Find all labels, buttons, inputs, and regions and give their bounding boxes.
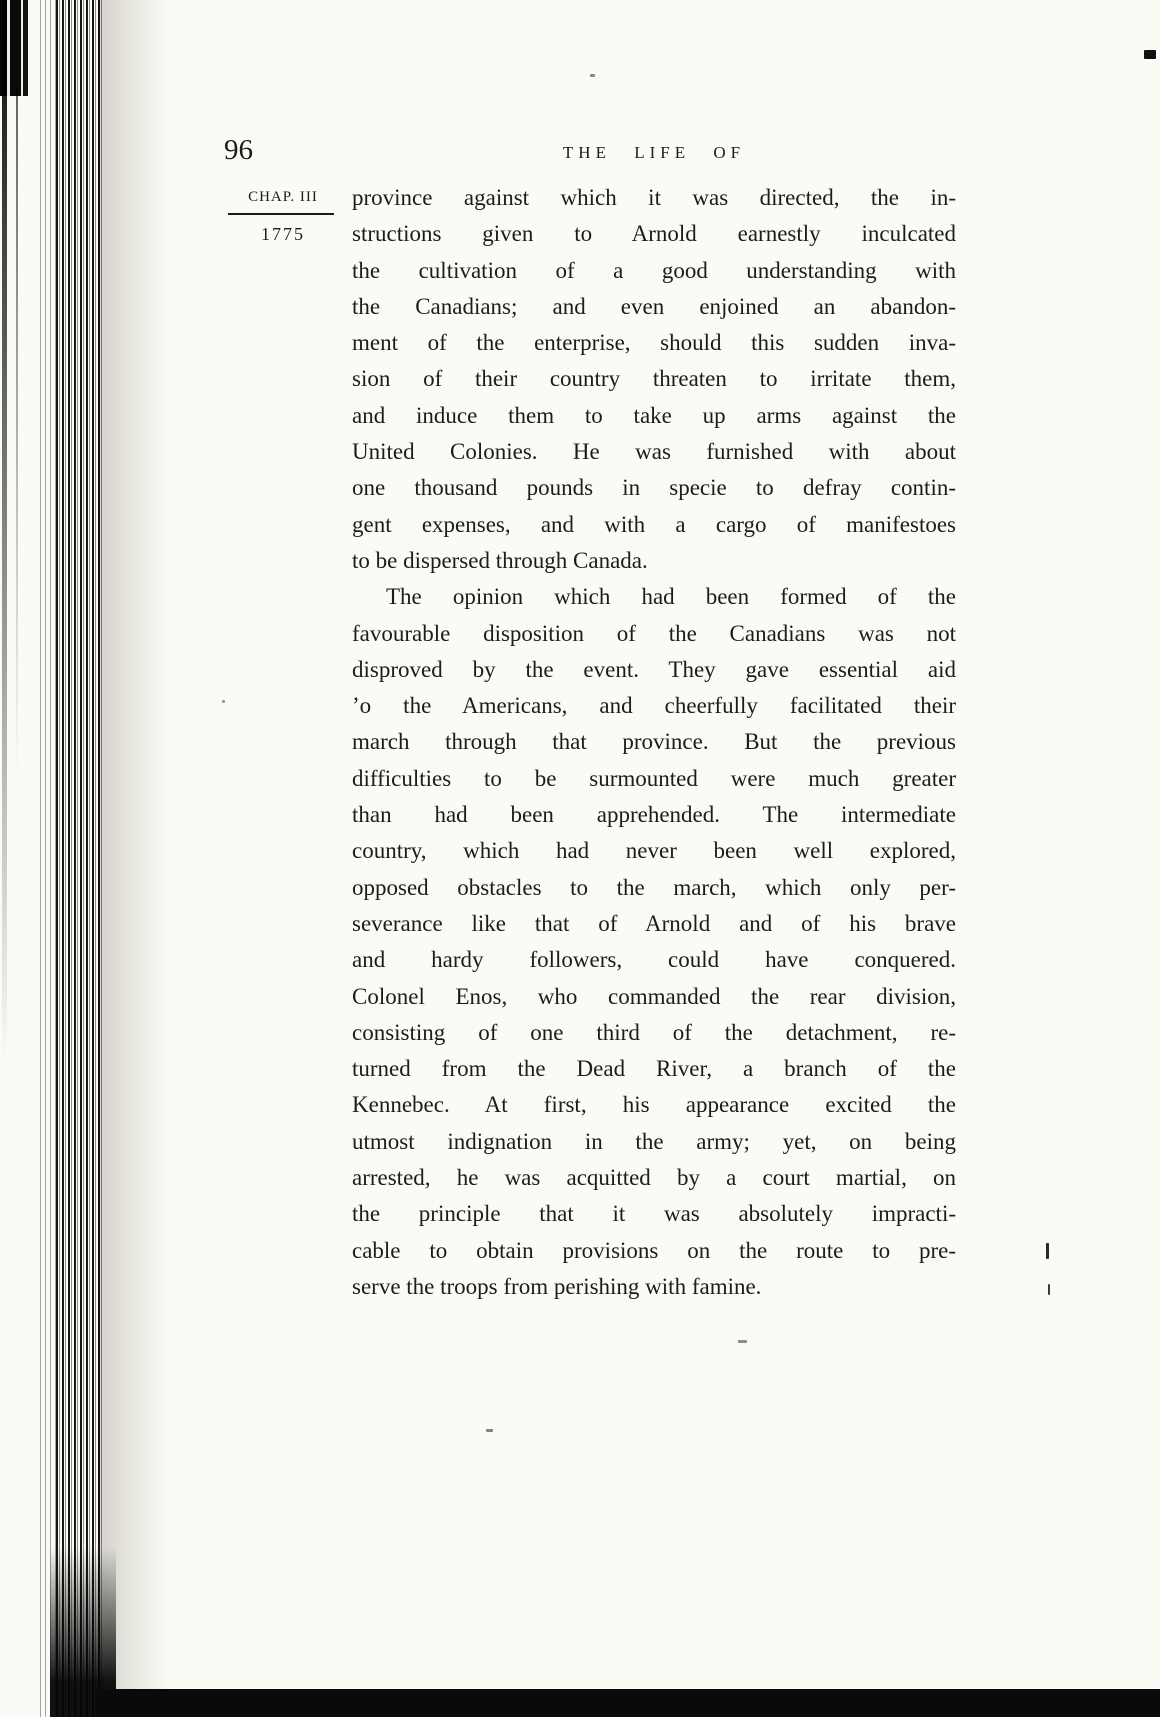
text-line: ’o the Americans, and cheerfully facilitated their: [352, 693, 956, 719]
text-line: and induce them to take up arms against the: [352, 402, 956, 428]
text-line: structions given to Arnold earnestly inculcated: [352, 221, 956, 247]
text-line: one thousand pounds in specie to defray contin-: [352, 475, 956, 501]
scan-speck: [222, 700, 225, 703]
scan-speck: [1048, 1284, 1050, 1295]
text-line: consisting of one third of the detachment, re-: [352, 1019, 956, 1045]
text-line: turned from the Dead River, a branch of the: [352, 1056, 956, 1082]
scan-speck: [590, 74, 595, 77]
margin-notes: [228, 189, 338, 245]
text-line: the Canadians; and even enjoined an abandon-: [352, 293, 956, 319]
text-line: opposed obstacles to the march, which only per-: [352, 874, 956, 900]
scan-artifact-thin-line: [2, 0, 7, 1065]
margin-year-label: 1775: [261, 224, 305, 244]
scan-artifact-bottom-bar: [96, 1689, 1160, 1717]
text-line: disproved by the event. They gave essential aid: [352, 656, 956, 682]
text-line: United Colonies. He was furnished with about: [352, 439, 956, 465]
text-line: Kennebec. At first, his appearance excited the: [352, 1092, 956, 1118]
text-line: than had been apprehended. The intermediate: [352, 802, 956, 828]
text-line: country, which had never been well explored,: [352, 838, 956, 864]
margin-chapter-label: CHAP. III: [248, 189, 318, 205]
text-line: march through that province. But the previous: [352, 729, 956, 755]
scan-artifact-thin-line-2: [16, 90, 18, 777]
text-line: severance like that of Arnold and of his brave: [352, 910, 956, 936]
margin-rule: [228, 213, 334, 215]
page-number: 96: [224, 134, 253, 166]
text-line: the principle that it was absolutely impracti-: [352, 1201, 956, 1227]
text-line: gent expenses, and with a cargo of manifestoes: [352, 511, 956, 537]
text-line: The opinion which had been formed of the: [386, 584, 956, 610]
scan-gutter-shadow: [98, 0, 168, 1717]
text-line: cable to obtain provisions on the route to pre-: [352, 1237, 956, 1263]
body-text: [352, 180, 956, 1305]
scan-speck: [738, 1340, 747, 1343]
scan-artifact-left-stripes-secondary: [40, 0, 58, 1717]
text-line: and hardy followers, could have conquered.: [352, 947, 956, 973]
running-header: THE LIFE OF: [562, 143, 746, 162]
text-line: ment of the enterprise, should this sudden inva-: [352, 330, 956, 356]
text-line: to be dispersed through Canada.: [352, 547, 648, 573]
text-line: difficulties to be surmounted were much greater: [352, 765, 956, 791]
text-line: the cultivation of a good understanding with: [352, 257, 956, 283]
scan-speck: [1144, 50, 1156, 59]
text-line: serve the troops from perishing with famine.: [352, 1273, 762, 1299]
scan-speck: [1046, 1243, 1049, 1259]
text-line: favourable disposition of the Canadians was not: [352, 620, 956, 646]
text-line: arrested, he was acquitted by a court martial, on: [352, 1165, 956, 1191]
text-line: sion of their country threaten to irritate them,: [352, 366, 956, 392]
scan-artifact-left-stripes: [56, 0, 104, 1717]
text-line: Colonel Enos, who commanded the rear division,: [352, 983, 956, 1009]
text-line: province against which it was directed, the in-: [352, 185, 956, 210]
text-line: utmost indignation in the army; yet, on being: [352, 1128, 956, 1154]
scan-speck: [486, 1429, 493, 1432]
